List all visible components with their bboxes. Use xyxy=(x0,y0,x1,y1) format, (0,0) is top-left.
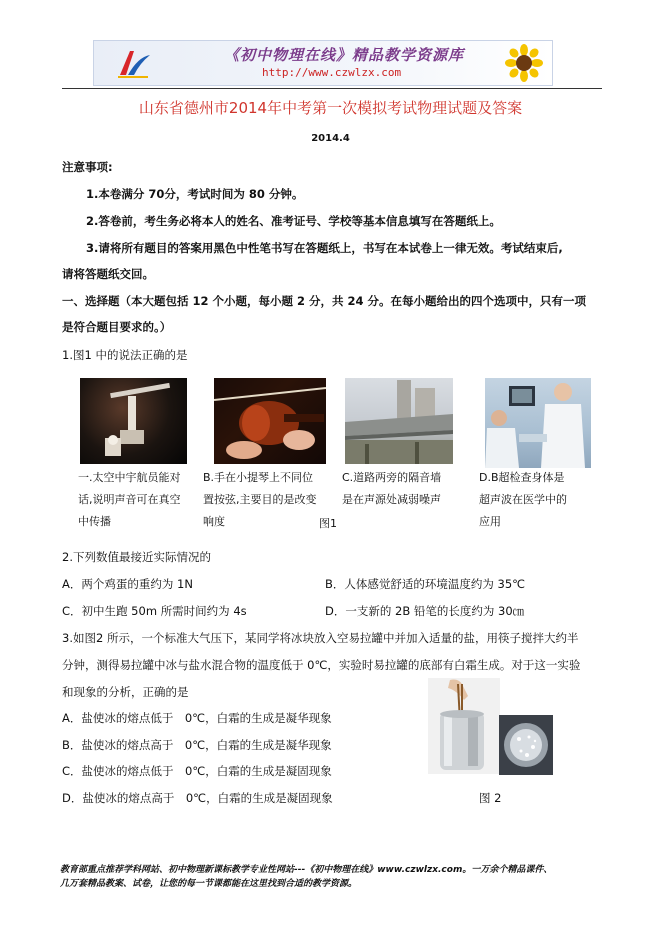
q2-option-d: D．一支新的 2B 铅笔的长度约为 30㎝ xyxy=(325,604,525,618)
figure-1-label: 图1 xyxy=(319,517,337,530)
section-heading: 一、选择题（本大题包括 12 个小题，每小题 2 分，共 24 分。在每小题给出的四个选项中，只有一项 xyxy=(62,294,587,308)
page-footer xyxy=(60,863,552,891)
q3-stem-line2: 分钟，测得易拉罐中冰与盐水混合物的温度低于 0℃，实验时易拉罐的底部有白霜生成。对于这一实验 xyxy=(62,658,581,672)
footer-line-1: 教育部重点推荐学科网站、初中物理新课标教学专业性网站---《初中物理在线》www.czwlzx.com。一万余个精品课件、 xyxy=(60,865,553,875)
notice-item-2: 2.答卷前，考生务必将本人的姓名、准考证号、学校等基本信息填写在答题纸上。 xyxy=(86,214,501,228)
photo-can-with-chopstick xyxy=(428,678,500,774)
q1-option-d-line2: 超声波在医学中的 xyxy=(479,493,567,506)
photo-astronaut-space xyxy=(80,378,187,464)
document-title: 山东省德州市2014年中考第一次模拟考试物理试题及答案 xyxy=(138,99,523,117)
photo-sound-barrier xyxy=(345,378,453,464)
figure-2-label: 图 2 xyxy=(479,791,502,805)
q1-option-b-line3: 响度 xyxy=(203,515,225,528)
q2-option-c: C．初中生跑 50m 所需时间约为 4s xyxy=(62,604,247,618)
q2-option-b: B．人体感觉舒适的环境温度约为 35℃ xyxy=(325,577,526,591)
notice-item-3: 3.请将所有题目的答案用黑色中性笔书写在答题纸上，书写在本试卷上一律无效。考试结束后, xyxy=(86,241,563,255)
q1-option-c-line2: 是在声源处减弱噪声 xyxy=(342,493,441,506)
q1-option-b-line2: 置按弦,主要目的是改变 xyxy=(203,493,317,506)
q1-option-b-line1: B.手在小提琴上不同位 xyxy=(203,471,314,484)
header-banner xyxy=(93,40,553,86)
q1-option-a-line2: 话,说明声音可在真空 xyxy=(78,493,181,506)
banner-title: 《初中物理在线》精品教学资源库 xyxy=(224,46,465,64)
sunflower-icon xyxy=(504,44,544,82)
q3-option-d: D．盐使冰的熔点高于 0℃，白霜的生成是凝固现象 xyxy=(62,791,333,805)
q3-option-c: C．盐使冰的熔点低于 0℃，白霜的生成是凝固现象 xyxy=(62,764,332,778)
q3-stem-line1: 3.如图2 所示，一个标准大气压下，某同学将冰块放入空易拉罐中并加入适量的盐，用筷子搅拌大约半 xyxy=(62,631,579,645)
q3-option-a: A．盐使冰的熔点低于 0℃，白霜的生成是凝华现象 xyxy=(62,711,332,725)
footer-line-2: 几万套精品教案、试卷，让您的每一节课都能在这里找到合适的教学资源。 xyxy=(60,879,358,889)
notice-item-3-cont: 请将答题纸交回。 xyxy=(62,267,154,281)
q3-stem-line3: 和现象的分析，正确的是 xyxy=(62,685,189,699)
q1-option-c-line1: C.道路两旁的隔音墙 xyxy=(342,471,442,484)
notice-heading: 注意事项: xyxy=(62,160,113,174)
header-rule xyxy=(62,88,602,89)
photo-ultrasound-exam xyxy=(485,378,591,468)
site-logo-icon xyxy=(114,47,152,79)
section-heading-cont: 是符合题目要求的。） xyxy=(62,320,172,334)
q2-stem: 2.下列数值最接近实际情况的 xyxy=(62,550,211,564)
notice-item-1: 1.本卷满分 70分，考试时间为 80 分钟。 xyxy=(86,187,304,201)
photo-frost-closeup xyxy=(499,715,553,775)
q1-option-a-line1: 一.太空中宇航员能对 xyxy=(78,471,181,484)
q1-option-a-line3: 中传播 xyxy=(78,515,111,528)
document-date: 2014.4 xyxy=(311,133,350,144)
q2-option-a: A．两个鸡蛋的重约为 1N xyxy=(62,577,193,591)
q1-stem: 1.图1 中的说法正确的是 xyxy=(62,348,188,362)
q1-option-d-line3: 应用 xyxy=(479,515,501,528)
photo-violin xyxy=(214,378,326,464)
q1-option-d-line1: D.B超检查身体是 xyxy=(479,471,565,484)
banner-url[interactable]: http://www.czwlzx.com xyxy=(262,66,402,79)
q3-option-b: B．盐使冰的熔点高于 0℃，白霜的生成是凝华现象 xyxy=(62,738,332,752)
